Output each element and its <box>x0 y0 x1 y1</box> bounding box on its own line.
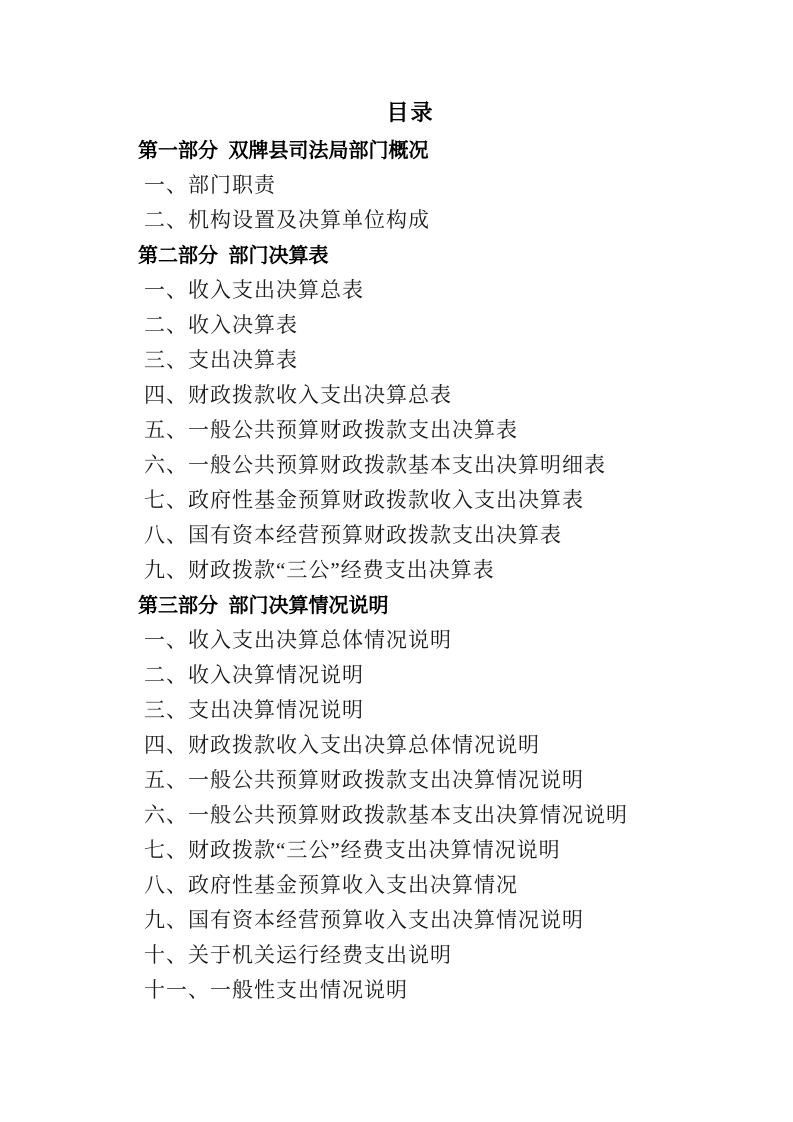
toc-item: 七、财政拨款“三公”经费支出决算情况说明 <box>144 837 561 862</box>
page-title: 目录 <box>386 100 435 125</box>
toc-item: 一、部门职责 <box>144 172 276 197</box>
toc-item: 九、财政拨款“三公”经费支出决算表 <box>144 557 495 582</box>
toc-item: 二、收入决算情况说明 <box>144 662 364 687</box>
toc-item: 八、政府性基金预算收入支出决算情况 <box>144 872 518 897</box>
toc-section-heading: 第二部分 部门决算表 <box>138 245 329 267</box>
toc-item: 一、收入支出决算总体情况说明 <box>144 627 452 652</box>
toc-item: 五、一般公共预算财政拨款支出决算表 <box>144 417 518 442</box>
toc-item: 六、一般公共预算财政拨款基本支出决算明细表 <box>144 452 606 477</box>
toc-item: 二、机构设置及决算单位构成 <box>144 207 430 232</box>
toc-item: 一、收入支出决算总表 <box>144 277 364 302</box>
toc-item: 八、国有资本经营预算财政拨款支出决算表 <box>144 522 562 547</box>
toc-item: 九、国有资本经营预算收入支出决算情况说明 <box>144 907 584 932</box>
toc-item: 七、政府性基金预算财政拨款收入支出决算表 <box>144 487 584 512</box>
toc-item: 十一、一般性支出情况说明 <box>144 977 408 1002</box>
toc-item: 十、关于机关运行经费支出说明 <box>144 942 452 967</box>
toc-section-heading: 第一部分 双牌县司法局部门概况 <box>138 140 429 162</box>
toc-item: 二、收入决算表 <box>144 312 298 337</box>
table-of-contents <box>138 131 683 1006</box>
toc-item: 三、支出决算情况说明 <box>144 697 364 722</box>
toc-item: 四、财政拨款收入支出决算总表 <box>144 382 452 407</box>
toc-item: 五、一般公共预算财政拨款支出决算情况说明 <box>144 767 584 792</box>
toc-section-heading: 第三部分 部门决算情况说明 <box>138 595 389 617</box>
toc-item: 六、一般公共预算财政拨款基本支出决算情况说明 <box>144 802 628 827</box>
toc-item: 四、财政拨款收入支出决算总体情况说明 <box>144 732 540 757</box>
toc-item: 三、支出决算表 <box>144 347 298 372</box>
